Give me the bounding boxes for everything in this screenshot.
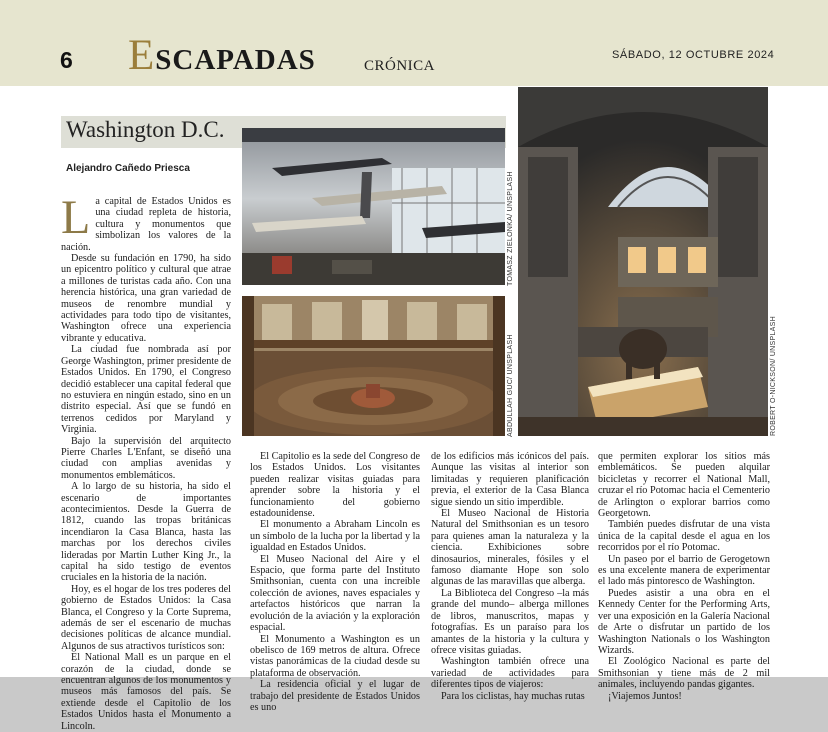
article-paragraph: El monumento a Abraham Lincoln es un símbolo de la lucha por la libertad y la igualdad en Estados Unidos. <box>250 519 420 554</box>
article-author: Alejandro Cañedo Priesca <box>66 163 190 174</box>
air-museum-credit: TOMASZ ZIELONKA/ UNSPLASH <box>507 171 514 286</box>
article-paragraph: La Biblioteca del Congreso –la más grande del mundo– alberga millones de libros, manuscritos, mapas y fotografías. Es un paraíso para los amantes de la historia y la cultura y ofrece visitas guiadas. <box>431 587 589 656</box>
article-paragraph: Para los ciclistas, hay muchas rutas <box>441 690 585 702</box>
article-paragraph: Hoy, es el hogar de los tres poderes del gobierno de Estados Unidos: la Casa Blanca, el Congreso y la Corte Suprema, además de ser el escenario de muchas decisiones políticas de alcance mundial. Algunos de sus atractivos turísticos son: <box>61 583 231 652</box>
article-paragraph: que permiten explorar los sitios más emblemáticos. Se pueden alquilar bicicletas y recorrer el National Mall, cruzar el río Potomac hacia el Cementerio de Arlington o explorar barrios como Georgetown. <box>598 451 770 520</box>
section-initial: E <box>128 32 156 79</box>
article-title: Washington D.C. <box>66 117 225 142</box>
article-column-1 <box>61 191 231 732</box>
article-paragraph: El Museo Nacional del Aire y el Espacio, que forma parte del Instituto Smithsonian, cuenta con una increíble colección de aviones, naves espaciales y artefactos históricos que narran la evolución de la aviación y la exploración espacial. <box>250 553 420 634</box>
article-column-4 <box>598 451 770 702</box>
article-paragraph: Puedes asistir a una obra en el Kennedy Center for the Performing Arts, ver una exposición en la Galería Nacional de Arte o disfrutar un partido de los Washington Nationals o los Washington Wizards. <box>598 587 770 656</box>
newspaper-logo: CRÓNICA <box>364 58 436 74</box>
article-paragraph: Un paseo por el barrio de Gerogetown es una excelente manera de experimentar el lado más pintoresco de Washington. <box>598 553 770 588</box>
article-column-3 <box>431 451 589 702</box>
page-header <box>0 0 828 86</box>
drop-cap: L <box>61 191 91 244</box>
article-column-2 <box>250 451 420 713</box>
page-number: 6 <box>60 47 73 73</box>
article-paragraph: de los edificios más icónicos del país. Aunque las visitas al interior son limitadas y requieren planificación previa, el exterior de la Casa Blanca sigue siendo un sitio imperdible. <box>431 451 589 508</box>
article-paragraph <box>61 191 231 253</box>
article-paragraph: El Museo Nacional de Historia Natural del Smithsonian es un tesoro para quienes aman la naturaleza y la ciencia. Exhibiciones sobre dinosaurios, minerales, fósiles y el famoso diamante Hope son solo algunas de las maravillas que alberga. <box>431 508 589 588</box>
article-paragraph: Desde su fundación en 1790, ha sido un epicentro político y cultural que atrae a millones de turistas cada año. Con una herencia histórica, una gran variedad de museos de renombre mundial y actividades para todo tipo de visitantes, Washington ofrece una experiencia vibrante y educativa. <box>61 253 231 344</box>
library-credit: ABDULLAH GUC/ UNSPLASH <box>507 334 514 437</box>
article-paragraph: La residencia oficial y el lugar de trabajo del presidente de Estados Unidos es uno <box>250 679 420 713</box>
article-paragraph: A lo largo de su historia, ha sido el escenario de importantes acontecimientos. Desde la Guerra de 1812, cuando las tropas británicas incendiaron la Casa Blanca, hasta las marchas por los derechos civiles lideradas por Martin Luther King Jr., la capital ha sido testigo de eventos cruciales en la historia de la nación. <box>61 481 231 584</box>
section-rest: SCAPADAS <box>155 44 316 76</box>
article-paragraph: El Zoológico Nacional es parte del Smithsonian y tiene más de 2 mil animales, incluyendo pandas gigantes. <box>598 656 770 691</box>
article-paragraph: La ciudad fue nombrada así por George Washington, primer presidente de Estados Unidos. En 1790, el Congreso decidió establecer una capital federal que no estuviera en ningún estado, sino en un distrito especial. Así que se fundó en terrenos cedidos por Maryland y Virginia. <box>61 344 231 436</box>
article-paragraph: Washington también ofrece una variedad de actividades para diferentes tipos de viajeros: <box>431 656 589 691</box>
lead-text: a capital de Estados Unidos es una ciudad repleta de historia, cultura y monumentos que simbolizan los valores de la nación. <box>61 196 231 253</box>
issue-date: SÁBADO, 12 OCTUBRE 2024 <box>612 49 775 61</box>
section-title <box>128 34 316 77</box>
article-paragraph: Bajo la supervisión del arquitecto Pierre Charles L'Enfant, se diseñó una ciudad con amplias avenidas y monumentos emblemáticos. <box>61 435 231 481</box>
library-photo <box>242 296 505 436</box>
article-paragraph: El Capitolio es la sede del Congreso de los Estados Unidos. Los visitantes pueden realizar visitas guiadas para aprender sobre la historia y el funcionamiento del gobierno estadounidense. <box>250 451 420 520</box>
article-paragraph: ¡Viajemos Juntos! <box>608 690 682 702</box>
air-museum-photo <box>242 128 505 285</box>
natural-history-photo <box>518 87 768 436</box>
natural-history-credit: ROBERT O-NICKSON/ UNSPLASH <box>770 316 777 436</box>
article-paragraph: El National Mall es un parque en el corazón de la ciudad, donde se encuentran algunos de los monumentos y museos más famosos del país. Se extiende desde el Capitolio de los Estados Unidos hasta el Monumento a Lincoln. <box>61 652 231 732</box>
article-paragraph: El Monumento a Washington es un obelisco de 169 metros de altura. Ofrece vistas panorámicas de la ciudad desde su plataforma de observación. <box>250 633 420 679</box>
article-paragraph: También puedes disfrutar de una vista única de la capital desde el agua en los recorridos por el río Potomac. <box>598 519 770 554</box>
